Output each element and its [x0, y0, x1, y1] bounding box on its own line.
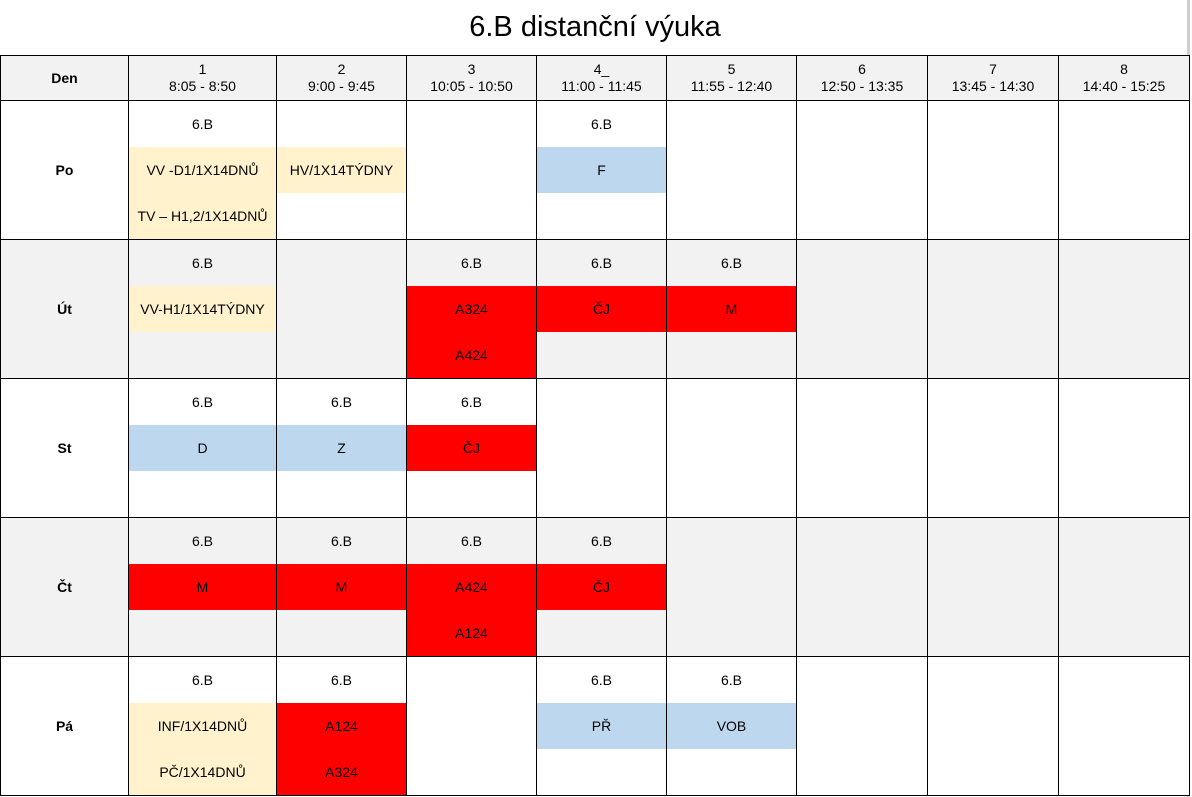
lesson-cell[interactable]	[797, 101, 928, 240]
lesson-cell[interactable]	[129, 518, 277, 657]
class-label	[1059, 379, 1189, 425]
class-label	[797, 379, 927, 425]
lesson-cell-content	[797, 657, 927, 795]
class-label	[1059, 518, 1189, 564]
class-label: 6.B	[460, 255, 482, 271]
subject-slot	[667, 332, 796, 378]
lesson-cell[interactable]	[129, 101, 277, 240]
subject-slot	[1059, 610, 1189, 656]
subject-slot	[797, 147, 927, 193]
class-label	[277, 101, 406, 147]
lesson-cell[interactable]	[277, 657, 407, 796]
subject-slot	[928, 425, 1058, 471]
lesson-cell-content	[537, 379, 666, 517]
class-label: 6.B	[330, 533, 352, 549]
subject-slot: A124	[407, 610, 536, 656]
subject-slot	[797, 425, 927, 471]
day-label[interactable]: Čt	[1, 518, 129, 657]
subject-slot	[667, 564, 796, 610]
lesson-cell-content	[537, 657, 666, 795]
class-label	[928, 518, 1058, 564]
subject-slot	[1059, 471, 1189, 517]
subject-slot: INF/1X14DNŮ	[129, 703, 276, 749]
subject-slot: ČJ	[407, 425, 536, 471]
lesson-cell-content	[537, 101, 666, 239]
lesson-cell-content	[277, 101, 406, 239]
lesson-cell[interactable]	[667, 657, 797, 796]
lesson-cell[interactable]	[1059, 657, 1190, 796]
subject-slot	[667, 749, 796, 795]
day-row-5	[1, 657, 1190, 796]
lesson-cell-content	[129, 657, 276, 795]
lesson-cell-content	[1059, 518, 1189, 656]
day-row-4	[1, 518, 1190, 657]
subject-slot: ČJ	[537, 564, 666, 610]
day-label[interactable]: Pá	[1, 657, 129, 796]
class-label	[667, 101, 796, 147]
lesson-cell-content	[537, 240, 666, 378]
subject-slot: A424	[407, 564, 536, 610]
subject-slot	[129, 332, 276, 378]
subject-slot	[1059, 193, 1189, 239]
subject-slot	[928, 749, 1058, 795]
lesson-cell[interactable]	[277, 518, 407, 657]
subject-slot	[928, 147, 1058, 193]
class-label: 6.B	[590, 255, 612, 271]
subject-slot	[1059, 332, 1189, 378]
lesson-cell-content	[277, 240, 406, 378]
subject-slot	[537, 749, 666, 795]
lesson-cell-content	[667, 518, 796, 656]
class-label	[277, 240, 406, 286]
lesson-cell-content	[928, 657, 1058, 795]
class-label: 6.B	[407, 379, 536, 425]
class-label: 6.B	[537, 657, 666, 703]
class-label	[928, 240, 1058, 286]
subject-slot	[797, 471, 927, 517]
class-label	[407, 101, 536, 147]
lesson-cell[interactable]	[928, 101, 1059, 240]
class-label: 6.B	[191, 255, 213, 271]
day-row-2	[1, 240, 1190, 379]
header-den[interactable]: Den	[1, 56, 129, 101]
period-time: 9:00 - 9:45	[308, 78, 375, 94]
lesson-cell-content	[1059, 379, 1189, 517]
period-number: 7	[989, 61, 997, 77]
subject-slot	[1059, 749, 1189, 795]
class-label: 6.B	[590, 533, 612, 549]
lesson-cell[interactable]	[407, 101, 537, 240]
lesson-cell[interactable]	[537, 101, 667, 240]
lesson-cell[interactable]	[928, 379, 1059, 518]
subject-slot	[537, 193, 666, 239]
subject-slot	[667, 147, 796, 193]
subject-slot	[277, 286, 406, 332]
subject-slot	[667, 610, 796, 656]
class-label	[407, 657, 536, 703]
subject-slot	[928, 286, 1058, 332]
class-label: 6.B	[191, 533, 213, 549]
subject-slot	[537, 332, 666, 378]
lesson-cell-content	[1059, 657, 1189, 795]
lesson-cell-content	[667, 657, 796, 795]
lesson-cell-content	[797, 101, 927, 239]
lesson-cell-content	[667, 101, 796, 239]
period-time: 12:50 - 13:35	[820, 78, 904, 94]
subject-slot	[928, 703, 1058, 749]
class-label: 6.B	[667, 657, 796, 703]
subject-slot	[928, 193, 1058, 239]
lesson-cell-content	[928, 240, 1058, 378]
lesson-cell[interactable]	[129, 657, 277, 796]
class-label	[797, 518, 927, 564]
lesson-cell[interactable]	[537, 518, 667, 657]
lesson-cell[interactable]	[1059, 518, 1190, 657]
subject-slot	[797, 193, 927, 239]
subject-slot: A424	[407, 332, 536, 378]
lesson-cell-content	[129, 518, 276, 656]
lesson-cell-content	[407, 657, 536, 795]
period-number: 1	[198, 61, 207, 77]
header-period-3[interactable]	[407, 56, 537, 101]
class-label	[928, 657, 1058, 703]
period-time: 8:05 - 8:50	[169, 78, 236, 94]
class-label: 6.B	[460, 533, 482, 549]
subject-slot: M	[667, 286, 796, 332]
subject-slot	[1059, 147, 1189, 193]
class-label: 6.B	[129, 379, 276, 425]
class-label	[1059, 101, 1189, 147]
subject-slot: HV/1X14TÝDNY	[277, 147, 406, 193]
class-label: 6.B	[277, 379, 406, 425]
subject-slot	[667, 193, 796, 239]
lesson-cell[interactable]	[537, 657, 667, 796]
period-number: 5	[727, 61, 736, 77]
subject-slot	[797, 332, 927, 378]
header-period-8[interactable]	[1059, 56, 1190, 101]
lesson-cell[interactable]	[129, 240, 277, 379]
period-time: 11:55 - 12:40	[690, 78, 773, 94]
header-period-4[interactable]	[537, 56, 667, 101]
subject-slot	[537, 471, 666, 517]
lesson-cell[interactable]	[129, 379, 277, 518]
header-period-2[interactable]	[277, 56, 407, 101]
header-row	[1, 56, 1190, 101]
class-label	[797, 657, 927, 703]
class-label: 6.B	[720, 255, 742, 271]
subject-slot	[537, 610, 666, 656]
lesson-cell[interactable]	[1059, 101, 1190, 240]
subject-slot	[667, 425, 796, 471]
class-label: 6.B	[537, 101, 666, 147]
timetable-body	[1, 101, 1190, 796]
subject-slot	[277, 610, 406, 656]
class-label	[797, 101, 927, 147]
subject-slot: VV -D1/1X14DNŮ	[129, 147, 276, 193]
subject-slot: ČJ	[537, 286, 666, 332]
lesson-cell[interactable]	[667, 518, 797, 657]
period-number: 2	[337, 61, 346, 77]
lesson-cell-content	[407, 379, 536, 517]
lesson-cell-content	[277, 518, 406, 656]
lesson-cell-content	[1059, 101, 1189, 239]
subject-slot: A124	[277, 703, 406, 749]
day-label[interactable]: St	[1, 379, 129, 518]
subject-slot	[407, 193, 536, 239]
subject-slot	[277, 471, 406, 517]
period-time: 13:45 - 14:30	[951, 78, 1035, 94]
timetable	[0, 55, 1190, 796]
day-label[interactable]: Út	[1, 240, 129, 379]
subject-slot	[797, 703, 927, 749]
lesson-cell-content	[407, 101, 536, 239]
subject-slot	[129, 610, 276, 656]
subject-slot	[129, 471, 276, 517]
lesson-cell-content	[667, 240, 796, 378]
period-time: 14:40 - 15:25	[1082, 78, 1166, 94]
class-label	[667, 518, 796, 564]
lesson-cell-content	[407, 518, 536, 656]
day-label[interactable]: Po	[1, 101, 129, 240]
period-time: 10:05 - 10:50	[430, 78, 513, 94]
lesson-cell[interactable]	[797, 657, 928, 796]
period-number: 3	[467, 61, 476, 77]
lesson-cell-content	[797, 518, 927, 656]
lesson-cell-content	[129, 379, 276, 517]
lesson-cell[interactable]	[1059, 379, 1190, 518]
lesson-cell[interactable]	[537, 240, 667, 379]
subject-slot	[407, 471, 536, 517]
subject-slot	[928, 332, 1058, 378]
lesson-cell[interactable]	[667, 379, 797, 518]
class-label	[1059, 240, 1189, 286]
subject-slot	[797, 564, 927, 610]
header-period-6[interactable]	[797, 56, 928, 101]
subject-slot: M	[129, 564, 276, 610]
subject-slot	[667, 471, 796, 517]
lesson-cell[interactable]	[277, 240, 407, 379]
subject-slot	[1059, 286, 1189, 332]
subject-slot: PČ/1X14DNŮ	[129, 749, 276, 795]
lesson-cell[interactable]	[797, 240, 928, 379]
class-label: 6.B	[129, 101, 276, 147]
sheet-title: 6.B distanční výuka	[0, 0, 1190, 56]
class-label: 6.B	[277, 657, 406, 703]
lesson-cell-content	[277, 379, 406, 517]
lesson-cell[interactable]	[928, 240, 1059, 379]
lesson-cell-content	[797, 379, 927, 517]
lesson-cell[interactable]	[407, 240, 537, 379]
day-row-1	[1, 101, 1190, 240]
lesson-cell-content	[928, 379, 1058, 517]
class-label	[928, 379, 1058, 425]
lesson-cell[interactable]	[407, 657, 537, 796]
class-label	[1059, 657, 1189, 703]
period-number: 6	[858, 61, 866, 77]
class-label	[537, 379, 666, 425]
lesson-cell-content	[667, 379, 796, 517]
subject-slot: VOB	[667, 703, 796, 749]
subject-slot: A324	[407, 286, 536, 332]
subject-slot	[1059, 703, 1189, 749]
lesson-cell-content	[797, 240, 927, 378]
lesson-cell-content	[1059, 240, 1189, 378]
subject-slot: D	[129, 425, 276, 471]
subject-slot	[277, 332, 406, 378]
subject-slot	[407, 147, 536, 193]
lesson-cell[interactable]	[928, 518, 1059, 657]
lesson-cell-content	[537, 518, 666, 656]
period-number: 4_	[593, 61, 610, 77]
subject-slot: M	[277, 564, 406, 610]
subject-slot	[797, 286, 927, 332]
header-period-7[interactable]	[928, 56, 1059, 101]
lesson-cell[interactable]	[277, 101, 407, 240]
class-label: 6.B	[129, 657, 276, 703]
lesson-cell-content	[928, 518, 1058, 656]
lesson-cell-content	[129, 240, 276, 378]
subject-slot	[797, 749, 927, 795]
subject-slot	[928, 610, 1058, 656]
subject-slot	[407, 703, 536, 749]
lesson-cell[interactable]	[537, 379, 667, 518]
period-number: 8	[1120, 61, 1128, 77]
lesson-cell[interactable]	[928, 657, 1059, 796]
subject-slot	[1059, 425, 1189, 471]
period-time: 11:00 - 11:45	[561, 78, 642, 94]
header-period-1[interactable]	[129, 56, 277, 101]
subject-slot	[797, 610, 927, 656]
lesson-cell[interactable]	[797, 379, 928, 518]
subject-slot	[537, 425, 666, 471]
subject-slot: A324	[277, 749, 406, 795]
lesson-cell[interactable]	[667, 240, 797, 379]
class-label	[667, 379, 796, 425]
subject-slot	[1059, 564, 1189, 610]
lesson-cell[interactable]	[797, 518, 928, 657]
lesson-cell-content	[928, 101, 1058, 239]
subject-slot: VV-H1/1X14TÝDNY	[129, 286, 276, 332]
subject-slot	[277, 193, 406, 239]
subject-slot	[928, 471, 1058, 517]
class-label	[928, 101, 1058, 147]
subject-slot	[407, 749, 536, 795]
subject-slot: PŘ	[537, 703, 666, 749]
lesson-cell[interactable]	[667, 101, 797, 240]
subject-slot: F	[537, 147, 666, 193]
lesson-cell-content	[129, 101, 276, 239]
day-row-3	[1, 379, 1190, 518]
lesson-cell[interactable]	[407, 518, 537, 657]
subject-slot: Z	[277, 425, 406, 471]
subject-slot: TV – H1,2/1X14DNŮ	[129, 193, 276, 239]
lesson-cell-content	[407, 240, 536, 378]
lesson-cell[interactable]	[407, 379, 537, 518]
header-period-5[interactable]	[667, 56, 797, 101]
lesson-cell-content	[277, 657, 406, 795]
subject-slot	[928, 564, 1058, 610]
lesson-cell[interactable]	[277, 379, 407, 518]
lesson-cell[interactable]	[1059, 240, 1190, 379]
class-label	[797, 240, 927, 286]
